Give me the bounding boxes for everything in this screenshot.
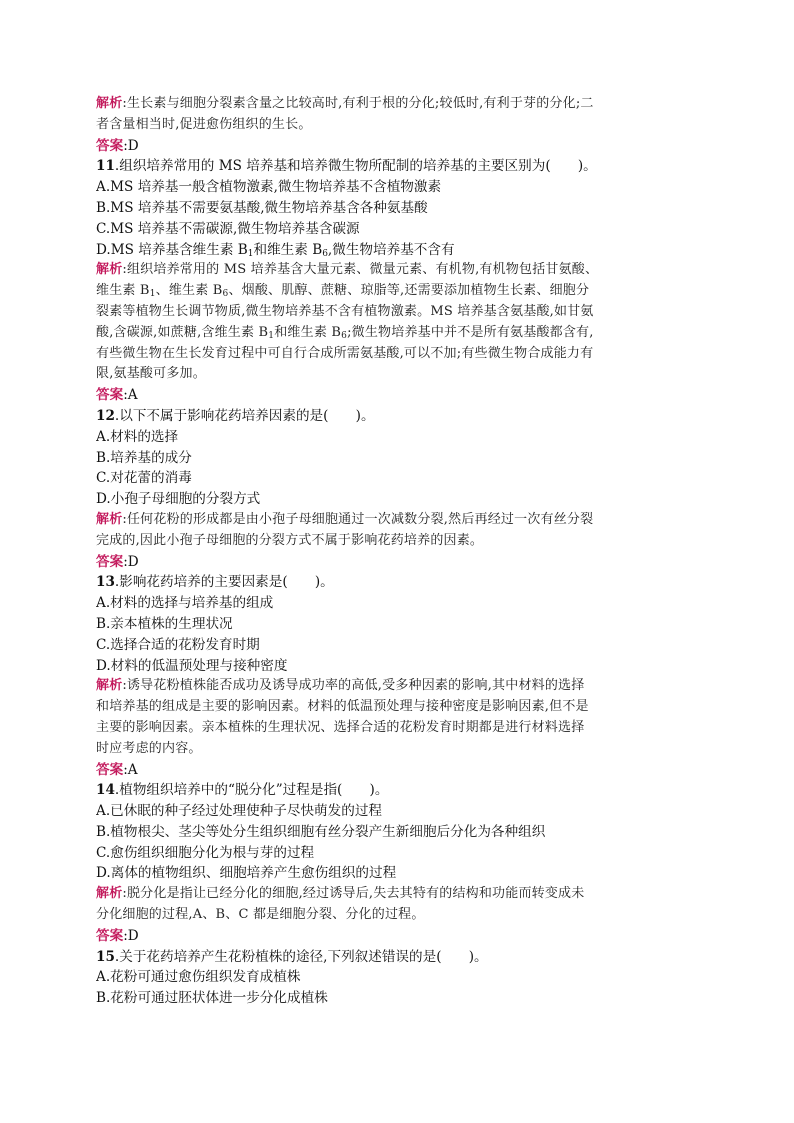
analysis-label: 解析 — [96, 886, 123, 902]
option-text: B.花粉可通过胚状体进一步分化成植株 — [96, 990, 328, 1007]
analysis-text: 完成的,因此小孢子母细胞的分裂方式不属于影响花药培养的因素。 — [96, 532, 484, 548]
analysis-line — [96, 676, 702, 697]
analysis-text: 主要的影响因素。亲本植株的生理状况、选择合适的花粉发育时期都是进行材料选择 — [96, 719, 585, 735]
analysis-text: 和培养基的组成是主要的影响因素。材料的低温预处理与接种密度是影响因素,但不是 — [96, 699, 589, 715]
question-stem — [96, 947, 702, 968]
answer-line — [96, 760, 702, 781]
option-line — [96, 801, 702, 822]
analysis-text: 有些微生物在生长发育过程中可自行合成所需氨基酸,可以不加;有些微生物合成能力有 — [96, 345, 594, 361]
analysis-text: 裂素等植物生长调节物质,微生物培养基不含有植物激素。MS 培养基含氨基酸,如甘氨 — [96, 303, 594, 319]
subscript: 1 — [149, 289, 156, 300]
option-line — [96, 614, 702, 635]
answer-value: :A — [123, 387, 138, 404]
option-line — [96, 489, 702, 510]
answer-value: :A — [123, 761, 138, 778]
analysis-text: 酸,含碳源,如蔗糖,含维生素 B — [96, 324, 269, 340]
option-text: A.花粉可通过愈伤组织发育成植株 — [96, 969, 301, 986]
analysis-line — [96, 302, 702, 323]
option-line — [96, 967, 702, 988]
option-text: B.培养基的成分 — [96, 449, 192, 466]
analysis-text: :组织培养常用的 MS 培养基含大量元素、微量元素、有机物,有机物包括甘氨酸、 — [122, 262, 599, 278]
option-text: C.MS 培养基不需碳源,微生物培养基含碳源 — [96, 220, 360, 237]
answer-value: :D — [123, 137, 139, 154]
option-text: 和维生素 B — [253, 241, 323, 258]
analysis-label: 解析 — [96, 678, 123, 694]
option-text: B.MS 培养基不需要氨基酸,微生物培养基含各种氨基酸 — [96, 199, 428, 216]
answer-line — [96, 385, 702, 406]
analysis-line — [96, 94, 702, 115]
answer-value: :D — [123, 927, 139, 944]
option-line — [96, 593, 702, 614]
subscript: 6 — [222, 289, 229, 300]
option-line — [96, 468, 702, 489]
analysis-text: 分化细胞的过程,A、B、C 都是细胞分裂、分化的过程。 — [96, 907, 425, 923]
analysis-line — [96, 115, 702, 136]
answer-label: 答案 — [96, 387, 124, 404]
option-text: A.材料的选择 — [96, 428, 179, 445]
option-line — [96, 427, 702, 448]
analysis-text: :脱分化是指让已经分化的细胞,经过诱导后,失去其特有的结构和功能而转变成未 — [122, 886, 585, 902]
analysis-text: :生长素与细胞分裂素含量之比较高时,有利于根的分化;较低时,有利于芽的分化;二 — [122, 96, 594, 111]
answer-value: :D — [123, 553, 139, 570]
option-text: B.植物根尖、茎尖等处分生组织细胞有丝分裂产生新细胞后分化为各种组织 — [96, 823, 546, 840]
analysis-text: :诱导花粉植株能否成功及诱导成功率的高低,受多种因素的影响,其中材料的选择 — [122, 678, 585, 694]
analysis-line — [96, 281, 702, 302]
question-stem — [96, 780, 702, 801]
analysis-line — [96, 531, 702, 552]
analysis-text: ;微生物培养基中并不是所有氨基酸都含有, — [347, 324, 594, 340]
option-text: D.MS 培养基含维生素 B — [96, 241, 248, 258]
answer-label: 答案 — [96, 137, 124, 154]
option-line — [96, 656, 702, 677]
question-stem — [96, 572, 702, 593]
option-text: A.MS 培养基一般含植物激素,微生物培养基不含植物激素 — [96, 179, 442, 196]
answer-line — [96, 926, 702, 947]
analysis-line — [96, 364, 702, 385]
option-text: C.对花蕾的消毒 — [96, 470, 192, 487]
question-number: 13 — [96, 574, 115, 591]
analysis-text: 、维生素 B — [155, 283, 223, 299]
question-text: .植物组织培养中的“脱分化”过程是指( )。 — [114, 782, 389, 799]
analysis-text: 限,氨基酸可多加。 — [96, 366, 206, 382]
option-text: A.材料的选择与培养基的组成 — [96, 595, 274, 612]
analysis-line — [96, 344, 702, 365]
option-line — [96, 448, 702, 469]
option-line — [96, 822, 702, 843]
option-text: D.小孢子母细胞的分裂方式 — [96, 491, 261, 508]
analysis-text: 和维生素 B — [274, 324, 342, 340]
question-number: 12 — [96, 407, 115, 424]
subscript: 1 — [247, 248, 254, 259]
option-text: D.离体的植物组织、细胞培养产生愈伤组织的过程 — [96, 865, 397, 882]
subscript: 1 — [268, 330, 275, 341]
option-line — [96, 219, 702, 240]
option-text: A.已休眠的种子经过处理使种子尽快萌发的过程 — [96, 803, 383, 820]
analysis-line — [96, 697, 702, 718]
option-line — [96, 198, 702, 219]
analysis-line — [96, 323, 702, 344]
answer-line — [96, 136, 702, 157]
analysis-line — [96, 718, 702, 739]
question-text: .影响花药培养的主要因素是( )。 — [114, 574, 334, 591]
question-number: 15 — [96, 948, 115, 965]
question-number: 11 — [96, 158, 115, 175]
analysis-label: 解析 — [96, 96, 123, 111]
question-stem — [96, 406, 702, 427]
option-text: B.亲本植株的生理状况 — [96, 615, 233, 632]
answer-label: 答案 — [96, 553, 124, 570]
option-text: C.愈伤组织细胞分化为根与芽的过程 — [96, 844, 315, 861]
option-text: D.材料的低温预处理与接种密度 — [96, 657, 288, 674]
subscript: 6 — [341, 330, 348, 341]
analysis-text: :任何花粉的形成都是由小孢子母细胞通过一次减数分裂,然后再经过一次有丝分裂 — [122, 511, 594, 527]
question-text: .以下不属于影响花药培养因素的是( )。 — [114, 407, 375, 424]
analysis-line — [96, 260, 702, 281]
answer-label: 答案 — [96, 761, 124, 778]
question-number: 14 — [96, 782, 115, 799]
answer-label: 答案 — [96, 927, 124, 944]
option-line — [96, 843, 702, 864]
analysis-line — [96, 884, 702, 905]
option-line — [96, 863, 702, 884]
subscript: 6 — [322, 248, 328, 259]
analysis-line — [96, 739, 702, 760]
document-page — [96, 94, 702, 1009]
analysis-text: 维生素 B — [96, 283, 150, 299]
option-text: ,微生物培养基不含有 — [327, 241, 455, 258]
analysis-text: 时应考虑的内容。 — [96, 740, 202, 756]
question-stem — [96, 156, 702, 177]
question-text: .组织培养常用的 MS 培养基和培养微生物所配制的培养基的主要区别为( )。 — [114, 158, 597, 175]
analysis-text: 者含量相当时,促进愈伤组织的生长。 — [96, 116, 312, 132]
analysis-label: 解析 — [96, 262, 123, 278]
option-line — [96, 177, 702, 198]
option-line — [96, 240, 702, 261]
answer-line — [96, 552, 702, 573]
option-text: C.选择合适的花粉发育时期 — [96, 636, 260, 653]
option-line — [96, 635, 702, 656]
question-text: .关于花药培养产生花粉植株的途径,下列叙述错误的是( )。 — [114, 948, 488, 965]
analysis-text: 、烟酸、肌醇、蔗糖、琼脂等,还需要添加植物生长素、细胞分 — [228, 283, 590, 299]
analysis-label: 解析 — [96, 511, 123, 527]
analysis-line — [96, 905, 702, 926]
option-line — [96, 988, 702, 1009]
analysis-line — [96, 510, 702, 531]
